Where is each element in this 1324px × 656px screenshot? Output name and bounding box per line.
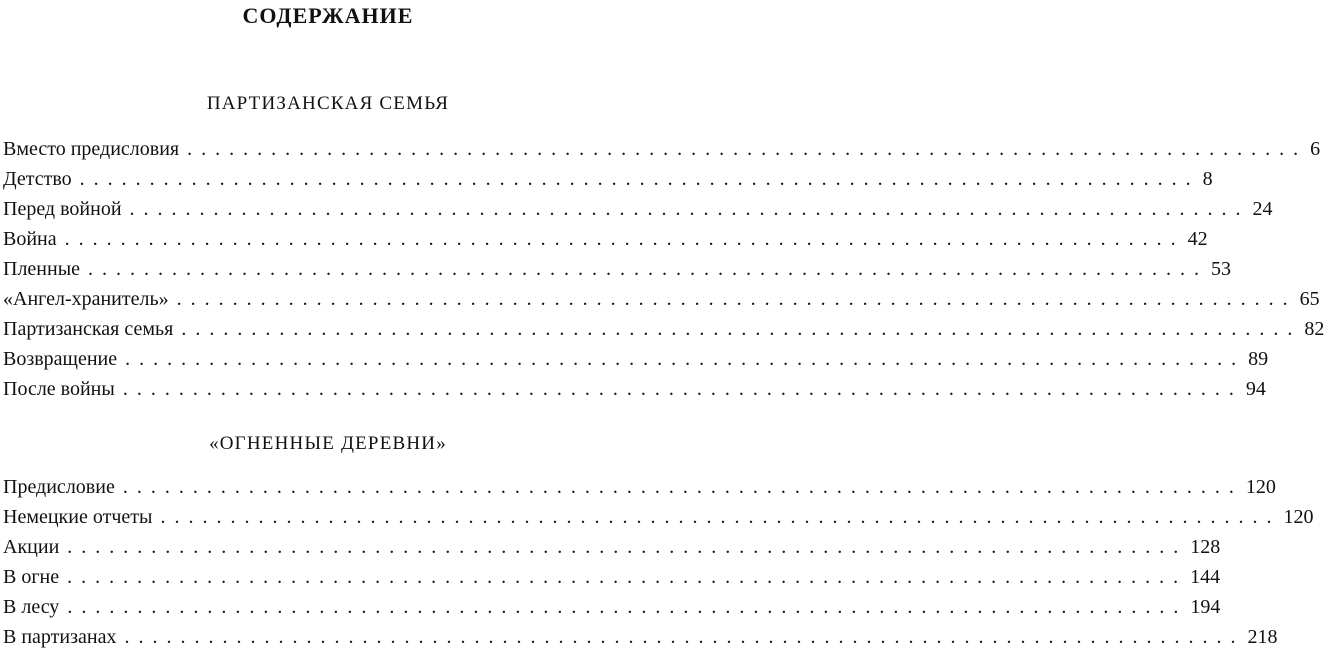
toc-entry-title: Детство [3,168,72,190]
section-heading: «ОГНЕННЫЕ ДЕРЕВНИ» [209,433,447,454]
dot-leader: ................................................................................ [124,626,1245,648]
toc-entry [3,256,1232,286]
toc-entry-page: 53 [1211,258,1232,280]
toc-entry-page: 8 [1202,168,1213,190]
dot-leader: ................................................................................ [88,258,1209,280]
toc-entry-page: 65 [1299,288,1320,310]
dot-leader: ................................................................................ [176,288,1297,310]
toc-entry [3,316,1324,346]
dot-leader: ................................................................................ [129,198,1250,220]
toc-entry [3,564,1221,594]
toc-entry-title: Акции [3,536,60,558]
toc-entry [3,136,1321,166]
toc-entry-title: В огне [3,566,60,588]
toc-entry-title: В лесу [3,596,60,618]
toc-entry [3,376,1266,406]
toc-entry-title: Предисловие [3,476,115,498]
dot-leader: ................................................................................ [79,168,1200,190]
dot-leader: ................................................................................ [181,318,1302,340]
toc-entry [3,624,1278,654]
toc-entry [3,594,1221,624]
toc-list [3,136,1324,406]
dot-leader: ................................................................................ [122,378,1243,400]
toc-entry [3,166,1213,196]
dot-leader: ................................................................................ [64,228,1185,250]
toc-entry-title: Немецкие отчеты [3,506,153,528]
toc-entry [3,196,1273,226]
toc-entry [3,226,1208,256]
toc-entry-title: Партизанская семья [3,318,174,340]
dot-leader: ................................................................................ [67,596,1188,618]
dot-leader: ................................................................................ [187,138,1308,160]
dot-leader: ................................................................................ [125,348,1246,370]
toc-entry-title: Война [3,228,57,250]
toc-entry [3,346,1269,376]
toc-entry-title: Пленные [3,258,81,280]
toc-entry-title: Вместо предисловия [3,138,180,160]
toc-entry-title: «Ангел-хранитель» [3,288,169,310]
toc-entry-title: Возвращение [3,348,118,370]
toc-entry-title: В партизанах [3,626,117,648]
toc-entry-page: 218 [1247,626,1278,648]
toc-entry-page: 120 [1283,506,1314,528]
toc-list [3,474,1314,654]
toc-entry-title: Перед войной [3,198,122,220]
toc-entry-page: 194 [1190,596,1221,618]
toc-entry [3,534,1221,564]
page-title: СОДЕРЖАНИЕ [242,3,414,28]
toc-entry-page: 24 [1252,198,1273,220]
toc-entry-page: 42 [1187,228,1208,250]
toc-entry-page: 128 [1190,536,1221,558]
toc-entry [3,504,1314,534]
toc-entry-title: После войны [3,378,115,400]
dot-leader: ................................................................................ [122,476,1243,498]
toc-entry [3,474,1276,504]
dot-leader: ................................................................................ [160,506,1281,528]
dot-leader: ................................................................................ [67,566,1188,588]
dot-leader: ................................................................................ [67,536,1188,558]
toc-entry-page: 94 [1245,378,1266,400]
toc-entry-page: 120 [1245,476,1276,498]
toc-entry-page: 89 [1248,348,1269,370]
toc-entry-page: 82 [1304,318,1324,340]
toc-entry [3,286,1320,316]
section-heading: ПАРТИЗАНСКАЯ СЕМЬЯ [206,93,450,114]
toc-entry-page: 144 [1190,566,1221,588]
toc-entry-page: 6 [1310,138,1321,160]
